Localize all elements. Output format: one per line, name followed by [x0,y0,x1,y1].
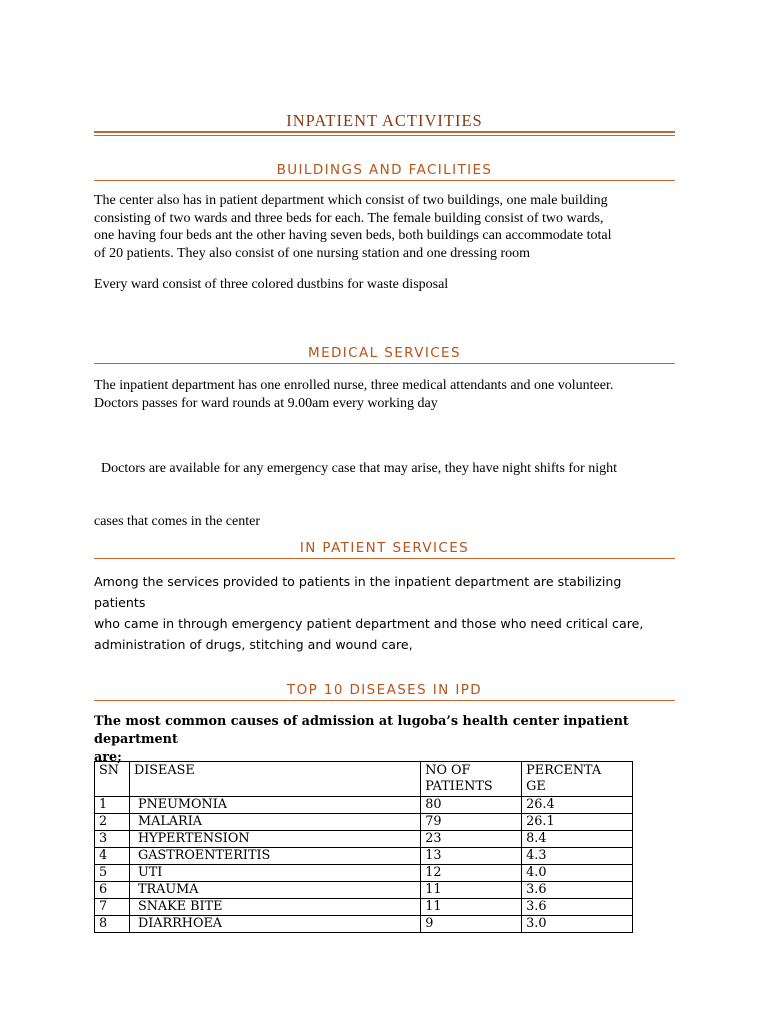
divider-top10 [94,700,675,701]
heading-medical: MEDICAL SERVICES [308,345,461,361]
cell-sn: 7 [95,899,130,916]
cell-patients: 9 [421,916,522,933]
title-double-rule [94,131,675,136]
header-disease: DISEASE [129,762,420,797]
cell-percent: 26.4 [522,797,633,814]
cell-disease: HYPERTENSION [129,831,420,848]
header-percentage [522,762,633,797]
cell-percent: 3.0 [522,916,633,933]
cell-disease: PNEUMONIA [129,797,420,814]
cell-percent: 4.0 [522,865,633,882]
cell-disease: GASTROENTERITIS [129,848,420,865]
table-row [95,882,633,899]
table-row [95,814,633,831]
page-title: INPATIENT ACTIVITIES [286,111,483,130]
cell-sn: 8 [95,916,130,933]
divider-buildings [94,180,675,181]
paragraph-buildings [94,192,675,262]
text-line: consisting of two wards and three beds for each. The female building consist of two wards, [94,210,604,226]
cell-patients: 79 [421,814,522,831]
text-line: Doctors passes for ward rounds at 9.00am every working day [94,395,438,411]
cell-patients: 13 [421,848,522,865]
header-percentage-line: GE [526,779,546,794]
table-header-row [95,762,633,797]
cell-sn: 3 [95,831,130,848]
table-row [95,797,633,814]
cell-percent: 4.3 [522,848,633,865]
text-line: one having four beds ant the other having seven beds, both buildings can accommodate total [94,228,612,243]
cell-sn: 6 [95,882,130,899]
cell-patients: 11 [421,899,522,916]
table-row [95,848,633,865]
header-patients [421,762,522,797]
cell-patients: 80 [421,797,522,814]
cell-percent: 26.1 [522,814,633,831]
text-line: are; [94,750,122,765]
cell-disease: DIARRHOEA [129,916,420,933]
table-row [95,916,633,933]
text-line: The most common causes of admission at lugoba’s health center inpatient department [94,714,629,747]
cell-patients: 23 [421,831,522,848]
table-row [95,865,633,882]
divider-medical [94,363,675,364]
header-sn: SN [95,762,130,797]
cell-disease: TRAUMA [129,882,420,899]
table-row [95,899,633,916]
text-line: administration of drugs, stitching and wound care, [94,637,413,652]
heading-inpatient: IN PATIENT SERVICES [299,540,470,556]
paragraph-top10-intro [94,713,675,767]
cell-sn: 4 [95,848,130,865]
text-line: who came in through emergency patient department and those who need critical care, [94,616,644,631]
header-patients-line: PATIENTS [425,779,493,794]
paragraph-dustbins: Every ward consist of three colored dustbins for waste disposal [94,277,449,292]
cell-percent: 8.4 [522,831,633,848]
table-row [95,831,633,848]
text-line: Doctors are available for any emergency case that may arise, they have night shifts for night [94,461,617,476]
text-line: cases that comes in the center [94,513,260,529]
cell-sn: 5 [95,865,130,882]
heading-top10: TOP 10 DISEASES IN IPD [286,682,483,698]
cell-disease: UTI [129,865,420,882]
cell-percent: 3.6 [522,882,633,899]
cell-sn: 1 [95,797,130,814]
cell-disease: SNAKE BITE [129,899,420,916]
heading-buildings: BUILDINGS AND FACILITIES [276,162,493,178]
text-line: The inpatient department has one enrolled nurse, three medical attendants and one volunteer. [94,378,614,393]
divider-inpatient [94,558,675,559]
header-patients-line: NO OF [425,763,471,778]
cell-percent: 3.6 [522,899,633,916]
text-line: Among the services provided to patients in the inpatient department are stabilizing patients [94,574,622,610]
cell-sn: 2 [95,814,130,831]
cell-patients: 11 [421,882,522,899]
paragraph-medical-staff [94,377,675,412]
cell-disease: MALARIA [129,814,420,831]
cell-patients: 12 [421,865,522,882]
header-percentage-line: PERCENTA [526,763,602,778]
text-line: of 20 patients. They also consist of one nursing station and one dressing room [94,245,531,261]
paragraph-inpatient [94,571,675,655]
diseases-table [94,761,633,933]
text-line: The center also has in patient department which consist of two buildings, one male building [94,193,608,208]
